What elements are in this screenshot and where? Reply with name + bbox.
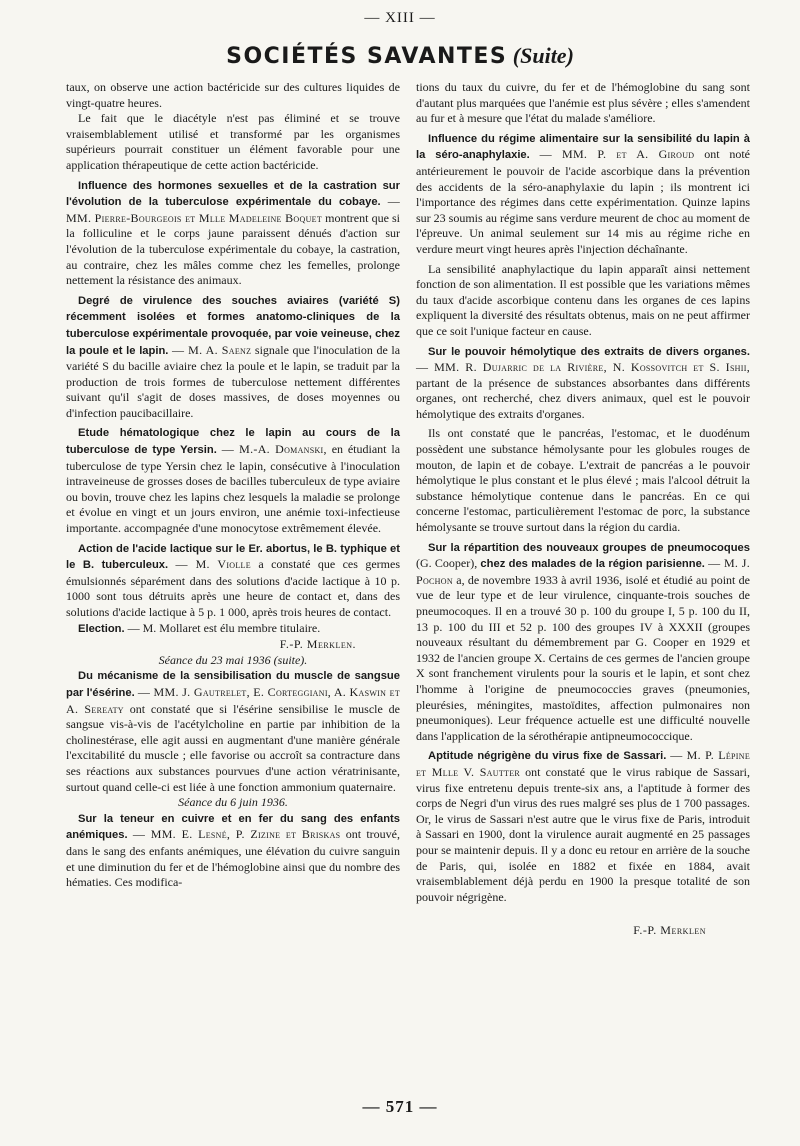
abstract-heading: Aptitude négrigène du virus fixe de Sassari.: [428, 750, 667, 763]
abstract-heading-note: (G. Cooper),: [416, 556, 478, 571]
right-column: [416, 80, 750, 939]
abstract-authors: — M. A. Saenz: [172, 342, 252, 357]
abstract-authors: — MM. Pierre-Bourgeois et Mlle Madeleine Boquet: [66, 194, 401, 225]
abstract-heading: chez des malades de la région parisienne.: [480, 558, 705, 571]
abstract-heading: Sur la teneur en cuivre et en fer du sang des enfants anémiques.: [66, 812, 400, 842]
abstract-heading: Influence du régime alimentaire sur la sensibilité du lapin à la séro-anaphylaxie.: [416, 132, 750, 162]
abstract-body: a, de novembre 1933 à avril 1936, isolé et étudié au point de vue de leur type et de leur virulence, cinquante-trois souches de pneumocoques. Il en a trouvé 30 p. 100 du groupe I, 5 p. 100 du II, 13 p. 100 du III et 52 p. 100 des groupes IV à XXXII (groupes nouveaux résultant du démembrement par G. Cooper en 1929 et 1932 de l'ancien groupe X. Certains de ces germes de l'ancien groupe X sont franchement virulents pour la souris et le lapin, et sont chez l'homme à l'origine de pneumococcies graves (pneumonies, pleurésies, méningites, mastoïdites, affection pulmonaires non pneumoniques). Leur fréquence actuelle est une difficulté nouvelle dans l'application de la sérothérapie antipneumococcique.: [416, 572, 751, 743]
signature: F.-P. Merklen: [633, 923, 706, 938]
abstract-cuivre-fer: [66, 811, 400, 891]
abstract-body: a constaté que ces germes émulsionnés séparément dans des solutions d'acide lactique à 10 p. 1000 sont tous détruits après une heure de contact et, dans des solutions d'acide lactique à 5 p. 1 000, après trois heures de contact.: [66, 557, 401, 619]
abstract-body: signale que l'inoculation de la variété S du bacille aviaire chez la poule et le lapin, se traduit par la production de trois formes de tuberculose nettement différentes suivant qu'il s'agit de doses massives, de doses moyennes ou d'infection paucibacillaire.: [66, 342, 401, 420]
roman-folio: — XIII —: [364, 10, 436, 26]
paragraph-text: La sensibilité anaphylactique du lapin apparaît ainsi nettement fonction de son alimentation. Il est possible que les variations mêmes du taux d'acide ascorbique contenu dans les organes de ces lapins expliquent la diversité des résultats obtenus, mais on ne peut affirmer que ce soit l'unique facteur en cause.: [416, 261, 750, 338]
abstract-heading: Action de l'acide lactique sur le Er. abortus, le B. typhique et le B. tuberculeux.: [66, 542, 400, 572]
abstract-pneumocoques: [416, 540, 750, 745]
abstract-heading: Influence des hormones sexuelles et de la castration sur l'évolution de la tuberculose expérimentale du cobaye.: [66, 179, 400, 209]
left-column: [66, 80, 400, 891]
abstract-hormones: [66, 178, 400, 289]
abstract-body: ont noté antérieurement le pouvoir de l'acide ascorbique dans la prévention des accidents de la séro-anaphylaxie du lapin ; ils montrent ici l'importance des régimes dans cette expérimentation. Quinze lapins sur 23 soumis au régime sans verdure meurent de choc au moment de l'épreuve. Un animal seulement sur 14 mis au régime riche en verdure meurt vingt heures après l'injection déchaînante.: [416, 147, 750, 256]
abstract-authors: — MM. R. Dujarric de la Rivière, N. Kossovitch et S. Ishii,: [416, 360, 750, 375]
paragraph-text: taux, on observe une action bactéricide sur des cultures liquides de vingt-quatre heures.: [66, 80, 400, 110]
election-heading: Election.: [78, 622, 125, 635]
paragraph: [416, 426, 750, 535]
abstract-body: ont constaté que le virus rabique de Sassari, virus fixe entretenu depuis trente-six ans, a l'aptitude à former des corps de Negri d'un virus des rues malgré ses plus de 1 700 passages. Or, le virus de Sassari n'est autre que le virus fixe de Paris, introduit à Sassari en 1900, dont la virulence aurait augmenté en 25 passages pour se maintenir depuis. Il y a donc eu retour en arrière de la souche de Paris, qui, isolée en 1882 et fixée en 1884, avait vraisemblablement déjà perdu en 1900 la presque totalité de son pouvoir négrigène.: [416, 764, 750, 904]
paragraph: [66, 80, 400, 111]
seance-heading: Séance du 23 mai 1936 (suite).: [158, 652, 308, 667]
abstract-authors: — M. J. Pochon: [416, 556, 751, 587]
abstract-sassari: [416, 748, 750, 905]
abstract-authors: — M.-A. Domanski,: [221, 442, 327, 457]
abstract-acide-lactique: [66, 541, 400, 621]
paragraph: [416, 80, 750, 127]
abstract-body: montrent que si la folliculine et le corps jaune paraissent dénués d'action sur l'évolution de la tuberculose expérimentale du cobaye, la castration, au contraire, chez les mâles comme chez les femelles, prolonge nettement la résistance des animaux.: [66, 210, 401, 288]
abstract-body: en étudiant la tuberculose de type Yersin chez le lapin, consécutive à l'inoculation intraveineuse de grosses doses de bacilles tuberculeux de type aviaire ou bovin, trouve chez les lapins chez lesquels la maladie se prolonge et évolue en vingt et un jours environ, une anémie toxi-infectieuse importante. accompagnée d'une monocytose extrêmement élevée.: [66, 442, 401, 536]
page-number: — 571 —: [362, 1097, 438, 1116]
paragraph: [66, 111, 400, 173]
election-body: — M. Mollaret est élu membre titulaire.: [127, 620, 321, 635]
abstract-hemolytique: [416, 344, 750, 423]
abstract-heading: Sur la répartition des nouveaux groupes de pneumocoques: [428, 541, 750, 554]
abstract-authors: — MM. P. et A. Giroud: [539, 147, 695, 162]
abstract-heading: Degré de virulence des souches aviaires (variété S) récemment isolées et formes anatomo-cliniques de la tuberculose expérimentale provoquée, par voie veineuse, chez la poule et le lapin.: [66, 294, 400, 357]
abstract-heading: Etude hématologique chez le lapin au cours de la tuberculose de type Yersin.: [66, 427, 400, 457]
abstract-heading: Sur le pouvoir hémolytique des extraits de divers organes.: [428, 345, 750, 358]
abstract-virulence: [66, 293, 400, 422]
section-title: SOCIÉTÉS SAVANTES: [226, 44, 508, 69]
section-suite: (Suite): [512, 43, 574, 68]
abstract-authors: — MM. J. Gautrelet, E. Corteggiani, A. Kaswin et A. Sereaty: [66, 684, 401, 716]
abstract-body: ont trouvé, dans le sang des enfants anémiques, une élévation du cuivre sanguin et une diminution du fer et de l'hémoglobine ainsi que du nombre des hématies. Ces modifica-: [66, 827, 401, 890]
abstract-heading: Du mécanisme de la sensibilisation du muscle de sangsue par l'ésérine.: [66, 670, 400, 699]
paragraph-text: Le fait que le diacétyle n'est pas éliminé et se trouve vraisemblablement utilisé et transformé par les organismes supérieurs pourrait constituer un élément favorable pour une application thérapeutique de cette action bactéricide.: [66, 111, 400, 172]
abstract-serine: [66, 668, 400, 795]
abstract-body: ont constaté que si l'ésérine sensibilise le muscle de sangsue vis-à-vis de l'acétylcholine en partie par inhibition de la cholinestérase, elle agit aussi en augmentant d'une manière générale l'excitabilité du muscle ; elle favorise ou accroît sa contracture dans ses réactions aux substances pourvues d'une action vératrinisante, surtout quand celle-ci est liée à une fonction ammonium quaternaire.: [66, 701, 400, 794]
section-header: [0, 43, 800, 70]
abstract-authors: — M. Violle: [175, 557, 251, 572]
abstract-hematologie: [66, 425, 400, 536]
paragraph-text: Ils ont constaté que le pancréas, l'estomac, et le duodénum possèdent une substance hémolysante pour les globules rouges de mouton, de lapin et de cobaye. L'extrait de pancréas a le pouvoir hémolytique le plus constant et le plus élevé ; mais l'alcool détruit la substance hémolytique contenue dans le pancréas. En ce qui concerne l'estomac, particulièrement l'estomac de porc, la substance hémolysante se trouve surtout dans la région du cardia.: [416, 426, 750, 535]
abstract-authors: — MM. E. Lesné, P. Zizine et Briskas: [132, 827, 341, 842]
abstract-authors: — M. P. Lépine et Mlle V. Sautter: [416, 748, 751, 779]
signature: F.-P. Merklen.: [279, 637, 356, 652]
abstract-body: partant de la présence de substances absorbantes dans différents organes, ont recherché, chez divers animaux, quel est le pouvoir hémolytique des extraits d'organes.: [416, 375, 750, 421]
abstract-regime: [416, 131, 750, 258]
paragraph-text: tions du taux du cuivre, du fer et de l'hémoglobine du sang sont d'autant plus marquées que l'anémie est plus sévère ; elles s'amendent au fur et à mesure que l'état du malade s'améliore.: [416, 80, 750, 126]
paragraph: [416, 262, 750, 340]
seance-heading: Séance du 6 juin 1936.: [178, 795, 288, 810]
election-note: [66, 621, 400, 638]
